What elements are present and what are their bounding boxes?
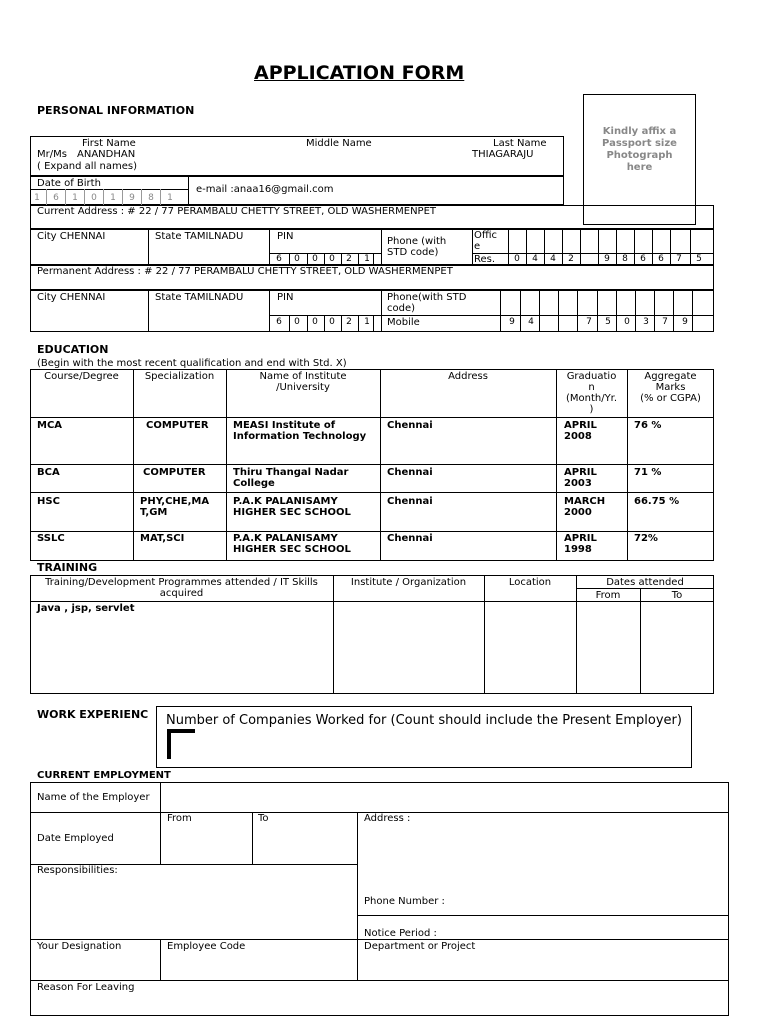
responsibilities-label: Responsibilities: (37, 865, 118, 876)
edu-header-specialization: Specialization (144, 371, 215, 382)
edu-header-course: Course/Degree (44, 371, 119, 382)
employer-label: Name of the Employer (37, 792, 150, 803)
current-state: State TAMILNADU (155, 231, 244, 242)
training-dates-header: Dates attended (606, 577, 684, 588)
training-institute-header: Institute / Organization (350, 577, 467, 588)
current-pin-label: PIN (277, 231, 294, 242)
to-label: To (258, 813, 269, 824)
permanent-phone-label: Phone(with STD code) (387, 292, 467, 314)
employment-heading: CURRENT EMPLOYMENT (37, 770, 171, 781)
education-heading: EDUCATION (37, 343, 109, 356)
current-phone-label: Phone (with STD code) (387, 236, 447, 258)
photo-note: Kindly affix a Passport size Photograph here (602, 126, 677, 173)
training-program-header: Training/Development Programmes attended / IT Skills acquired (45, 577, 318, 599)
permanent-pin-label: PIN (277, 292, 294, 303)
first-name-value: ANANDHAN (77, 149, 136, 160)
permanent-address: Permanent Address : # 22 / 77 PERAMBALU CHETTY STREET, OLD WASHERMENPET (37, 266, 453, 277)
edu-header-institute: Name of Institute /University (259, 371, 347, 393)
date-employed-label: Date Employed (37, 833, 114, 844)
email-value: e-mail :anaa16@gmail.com (196, 184, 334, 195)
edu-header-address: Address (448, 371, 488, 382)
edu-header-graduation: Graduatio n (Month/Yr. ) (565, 371, 618, 415)
companies-count-field[interactable] (167, 729, 195, 759)
dob-label: Date of Birth (37, 178, 101, 189)
salutation: Mr/Ms (37, 149, 67, 160)
employer-field[interactable] (161, 783, 728, 812)
training-entry: Java , jsp, servlet (37, 603, 135, 614)
first-name-label: First Name (82, 138, 136, 149)
department-label: Department or Project (364, 941, 476, 952)
form-title: APPLICATION FORM (254, 62, 465, 84)
training-from-header: From (595, 590, 621, 601)
from-label: From (167, 813, 192, 824)
phone-number-label: Phone Number : (364, 896, 445, 907)
reason-label: Reason For Leaving (37, 982, 135, 993)
current-city: City CHENNAI (37, 231, 106, 242)
companies-label: Number of Companies Worked for (Count should include the Present Employer) (166, 713, 682, 728)
office-label: Offic e (474, 230, 498, 252)
res-label: Res. (474, 254, 496, 265)
education-note: (Begin with the most recent qualification and end with Std. X) (37, 358, 347, 369)
permanent-state: State TAMILNADU (155, 292, 244, 303)
edu-header-marks: Aggregate Marks (% or CGPA) (640, 371, 701, 404)
training-heading: TRAINING (37, 561, 98, 574)
current-address: Current Address : # 22 / 77 PERAMBALU CHETTY STREET, OLD WASHERMENPET (37, 206, 437, 217)
training-location-header: Location (508, 577, 552, 588)
mobile-label: Mobile (387, 317, 420, 328)
expand-note: ( Expand all names) (37, 161, 137, 172)
address-label: Address : (364, 813, 411, 824)
work-heading: WORK EXPERIENC (37, 708, 149, 721)
training-to-header: To (671, 590, 683, 601)
notice-period-label: Notice Period : (364, 928, 437, 939)
middle-name-label: Middle Name (306, 138, 372, 149)
last-name-value: THIAGARAJU (472, 149, 534, 160)
employee-code-label: Employee Code (167, 941, 246, 952)
designation-label: Your Designation (37, 941, 122, 952)
last-name-label: Last Name (493, 138, 547, 149)
permanent-city: City CHENNAI (37, 292, 106, 303)
personal-heading: PERSONAL INFORMATION (37, 104, 195, 117)
